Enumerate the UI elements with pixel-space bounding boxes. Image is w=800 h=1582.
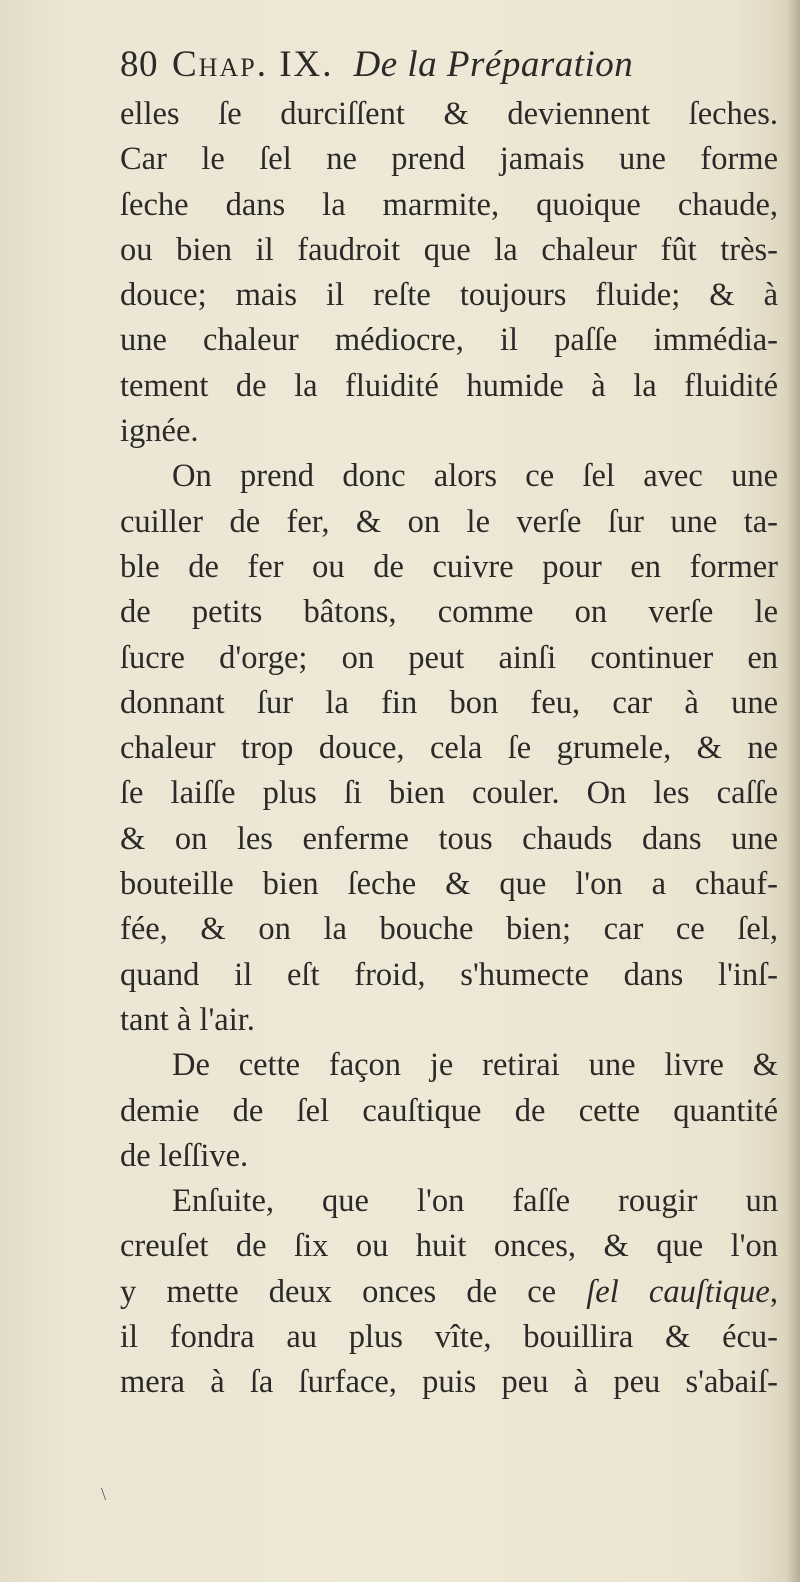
text-segment: , bbox=[769, 1273, 778, 1310]
text-line: Enſuite, que l'on faſſe rougir un bbox=[172, 1183, 778, 1220]
text-line: cuiller de fer, & on le verſe ſur une ta- bbox=[120, 503, 778, 540]
text-line: & on les enferme tous chauds dans une bbox=[120, 820, 778, 857]
text-line: il fondra au plus vîte, bouillira & écu- bbox=[120, 1319, 778, 1356]
text-line: bouteille bien ſeche & que l'on a chauf- bbox=[120, 866, 778, 903]
text-line: donnant ſur la fin bon feu, car à une bbox=[120, 684, 778, 721]
page-number: 80 bbox=[120, 44, 158, 85]
text-line: tant à l'air. bbox=[120, 1001, 255, 1038]
text-line: mera à ſa ſurface, puis peu à peu s'abaiſ- bbox=[120, 1364, 778, 1401]
text-line: douce; mais il reſte toujours fluide; & à bbox=[120, 277, 778, 314]
margin-mark: \ bbox=[101, 1484, 107, 1504]
text-line: chaleur trop douce, cela ſe grumele, & ne bbox=[120, 730, 778, 767]
text-line: une chaleur médiocre, il paſſe immédia- bbox=[120, 322, 778, 359]
text-line: ſucre d'orge; on peut ainſi continuer en bbox=[120, 639, 778, 676]
text-line: de leſſive. bbox=[120, 1137, 249, 1174]
text-line: quand il eſt froid, s'humecte dans l'inſ- bbox=[120, 956, 778, 993]
chapter-label: Chap. IX. bbox=[172, 44, 334, 85]
running-title: De la Préparation bbox=[353, 44, 634, 85]
text-line: creuſet de ſix ou huit onces, & que l'on bbox=[120, 1228, 778, 1265]
text-line: de petits bâtons, comme on verſe le bbox=[120, 594, 778, 631]
text-line: elles ſe durciſſent & deviennent ſeches. bbox=[120, 96, 778, 132]
running-header bbox=[120, 40, 770, 90]
text-line: ignée. bbox=[120, 413, 199, 450]
text-line: demie de ſel cauſtique de cette quantité bbox=[120, 1092, 778, 1129]
text-line: On prend donc alors ce ſel avec une bbox=[172, 458, 778, 495]
text-segment: y mette deux onces de ce bbox=[120, 1273, 587, 1310]
text-line: ſeche dans la marmite, quoique chaude, bbox=[120, 186, 778, 223]
text-line bbox=[120, 1270, 778, 1315]
text-line: De cette façon je retirai une livre & bbox=[172, 1047, 778, 1084]
italic-term: ſel cauſtique bbox=[586, 1273, 770, 1310]
text-line: Car le ſel ne prend jamais une forme bbox=[120, 141, 778, 178]
text-line: tement de la fluidité humide à la fluidité bbox=[120, 367, 778, 404]
text-line: ble de fer ou de cuivre pour en former bbox=[120, 548, 778, 585]
text-line: ſe laiſſe plus ſi bien couler. On les caſſe bbox=[120, 775, 778, 812]
page-edge-shadow bbox=[786, 0, 800, 1582]
text-line: fée, & on la bouche bien; car ce ſel, bbox=[120, 911, 778, 948]
text-line: ou bien il faudroit que la chaleur fût très- bbox=[120, 231, 778, 268]
body-text bbox=[120, 92, 778, 1406]
